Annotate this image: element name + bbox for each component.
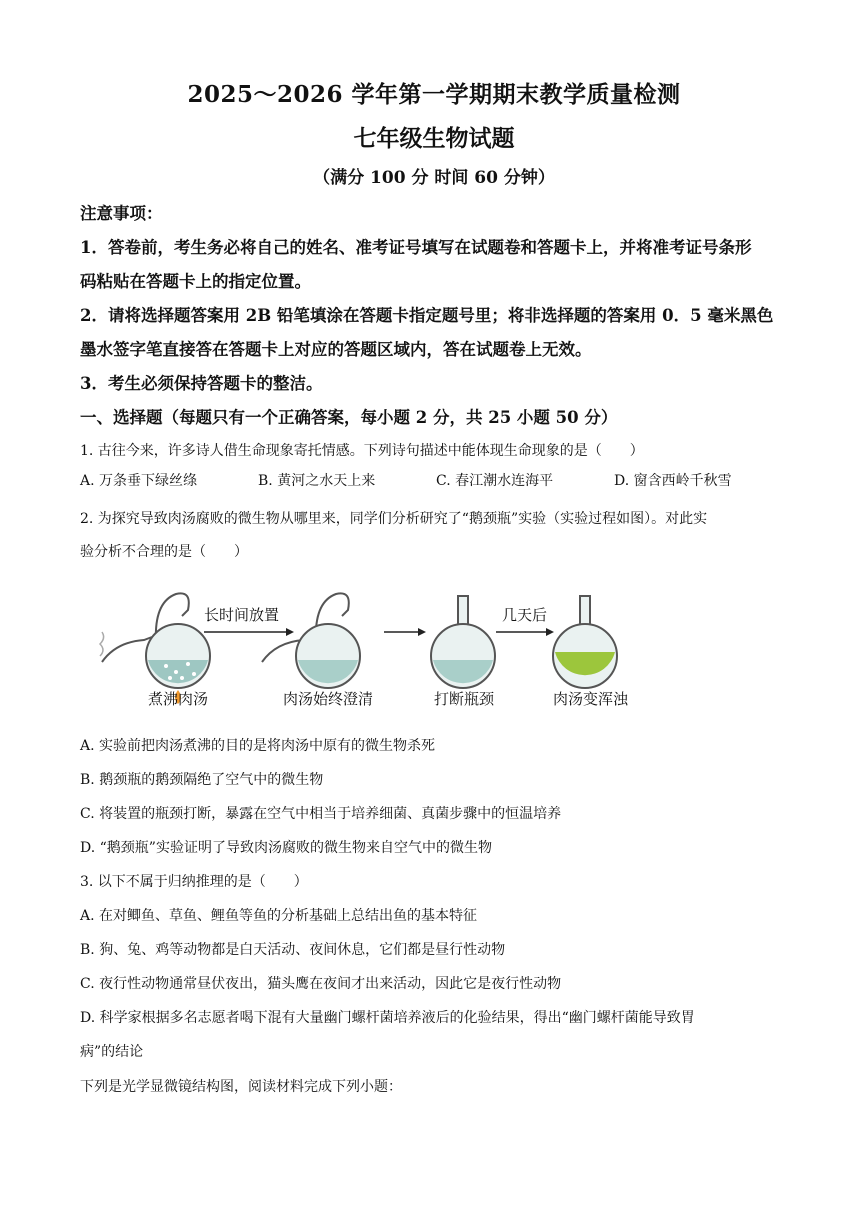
notice-heading: 注意事项： xyxy=(80,204,163,223)
question-2-option-d: D. “鹅颈瓶”实验证明了导致肉汤腐败的微生物来自空气中的微生物 xyxy=(80,840,492,856)
notice-item-3: 3．考生必须保持答题卡的整洁。 xyxy=(80,374,323,393)
question-3-option-c: C. 夜行性动物通常昼伏夜出，猫头鹰在夜间才出来活动，因此它是夜行性动物 xyxy=(80,976,562,992)
material-intro: 下列是光学显微镜结构图，阅读材料完成下列小题： xyxy=(80,1079,402,1095)
exam-subtitle: 七年级生物试题 xyxy=(353,125,515,152)
exam-title: 2025～2026 学年第一学期期末教学质量检测 xyxy=(187,81,681,108)
question-2-stem-line-1: 2. 为探究导致肉汤腐败的微生物从哪里来，同学们分析研究了“鹅颈瓶”实验（实验过程如图）。对此实 xyxy=(80,511,708,527)
question-1-option-b: B. 黄河之水天上来 xyxy=(258,473,376,489)
question-1-option-a: A. 万条垂下绿丝绦 xyxy=(80,473,198,489)
question-3-stem: 3. 以下不属于归纳推理的是（ ） xyxy=(80,874,308,890)
notice-item-2-line-1: 2．请将选择题答案用 2B 铅笔填涂在答题卡指定题号里；将非选择题的答案用 0．5 毫米黑色 xyxy=(80,306,774,325)
question-2-option-a: A. 实验前把肉汤煮沸的目的是将肉汤中原有的微生物杀死 xyxy=(80,738,436,754)
question-3-option-b: B. 狗、兔、鸡等动物都是白天活动、夜间休息，它们都是昼行性动物 xyxy=(80,942,506,958)
notice-item-1-line-2: 码粘贴在答题卡上的指定位置。 xyxy=(80,272,311,291)
notice-item-1-line-1: 1．答卷前，考生务必将自己的姓名、准考证号填写在试题卷和答题卡上，并将准考证号条形 xyxy=(80,238,752,257)
question-2-option-b: B. 鹅颈瓶的鹅颈隔绝了空气中的微生物 xyxy=(80,772,324,788)
figure-step-3-label: 打断瓶颈 xyxy=(434,690,495,708)
figure-step-4-label: 肉汤变浑浊 xyxy=(553,690,629,708)
flask-turbid xyxy=(553,596,617,688)
flask-broken-neck xyxy=(431,596,495,688)
question-1-option-d: D. 窗含西岭千秋雪 xyxy=(614,473,732,489)
section-1-heading: 一、选择题（每题只有一个正确答案，每小题 2 分，共 25 小题 50 分） xyxy=(80,408,618,427)
exam-info: （满分 100 分 时间 60 分钟） xyxy=(313,168,555,188)
question-3-option-a: A. 在对鲫鱼、草鱼、鲤鱼等鱼的分析基础上总结出鱼的基本特征 xyxy=(80,908,478,924)
question-1-option-c: C. 春江潮水连海平 xyxy=(436,473,554,489)
arrow-3-label: 几天后 xyxy=(502,606,548,624)
question-2-stem-line-2: 验分析不合理的是（ ） xyxy=(80,544,248,560)
figure-step-2-label: 肉汤始终澄清 xyxy=(283,690,374,708)
question-3-option-d: D. 科学家根据多名志愿者喝下混有大量幽门螺杆菌培养液后的化验结果，得出“幽门螺杆菌能导致胃 xyxy=(80,1010,695,1026)
arrow-1-label: 长时间放置 xyxy=(204,606,280,624)
question-1-stem: 1. 古往今来，许多诗人借生命现象寄托情感。下列诗句描述中能体现生命现象的是（ ） xyxy=(80,443,644,459)
figure-step-1-label: 煮沸肉汤 xyxy=(148,690,209,708)
question-2-option-c: C. 将装置的瓶颈打断，暴露在空气中相当于培养细菌、真菌步骤中的恒温培养 xyxy=(80,806,562,822)
question-3-option-d-line-2: 病”的结论 xyxy=(80,1044,144,1060)
notice-item-2-line-2: 墨水签字笔直接答在答题卡上对应的答题区域内，答在试题卷上无效。 xyxy=(80,340,592,359)
